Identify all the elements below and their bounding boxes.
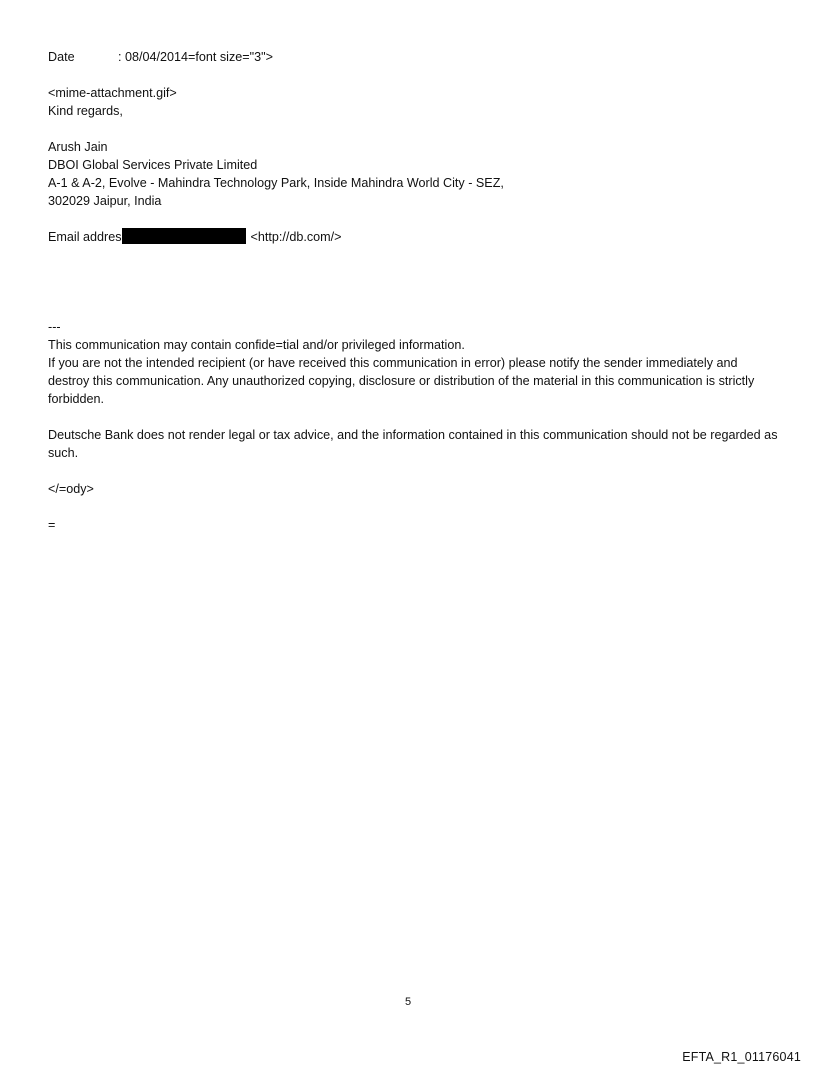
- date-value: : 08/04/2014=font size="3">: [118, 50, 273, 64]
- date-line: [48, 48, 778, 66]
- page-number: 5: [404, 996, 412, 1008]
- email-label: Email addres: [48, 230, 122, 244]
- body-close-tag: </=ody>: [48, 482, 94, 496]
- email-document: [48, 48, 778, 534]
- signature-address-line1: A-1 & A-2, Evolve - Mahindra Technology Park, Inside Mahindra World City - SEZ,: [48, 176, 504, 190]
- attachment-placeholder: <mime-attachment.gif>: [48, 86, 177, 100]
- disclaimer-line1: This communication may contain confide=tial and/or privileged information.: [48, 338, 465, 352]
- trailing-equals: =: [48, 518, 56, 532]
- separator: ---: [48, 320, 61, 334]
- disclaimer-paragraph2: Deutsche Bank does not render legal or tax advice, and the information contained in this communication should not be regarded as such.: [48, 428, 778, 460]
- date-label: Date: [48, 50, 75, 64]
- signature-company: DBOI Global Services Private Limited: [48, 158, 258, 172]
- signature-address-line2: 302029 Jaipur, India: [48, 194, 162, 208]
- bates-number: EFTA_R1_01176041: [682, 1050, 801, 1064]
- redaction-block: [122, 228, 246, 244]
- disclaimer-paragraph1: If you are not the intended recipient (or have received this communication in error) please notify the sender immediately and destroy this communication. Any unauthorized copying, disclosure or distribution of the material in this communication is strictly forbidden.: [48, 356, 755, 406]
- email-line: [48, 228, 778, 246]
- email-link: <http://db.com/>: [250, 230, 342, 244]
- signature-name: Arush Jain: [48, 140, 108, 154]
- closing-text: Kind regards,: [48, 104, 123, 118]
